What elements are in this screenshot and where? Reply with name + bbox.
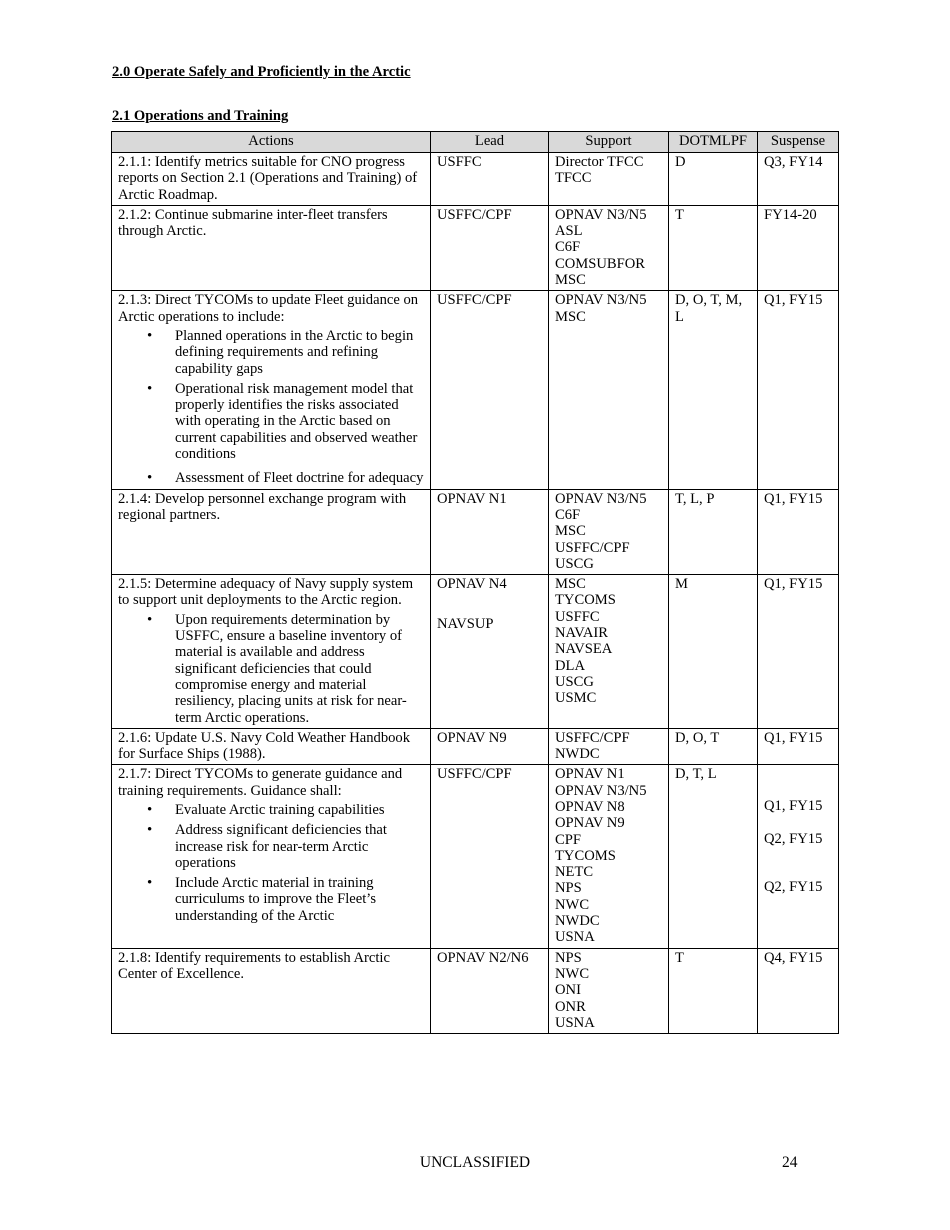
lead-cell [431, 575, 549, 729]
action-bullet: • Assessment of Fleet doctrine for adequacy [175, 470, 424, 486]
lead-cell [431, 728, 549, 765]
action-bullet: • Upon requirements determination by USFFC, ensure a baseline inventory of material is available and address significant deficiencies that could compromise energy and material resiliency, placing units at risk for near-term Arctic operations. [175, 612, 424, 726]
support-org: NWDC [555, 746, 600, 763]
suspense-date: Q1, FY15 [764, 292, 823, 309]
lead-cell [431, 291, 549, 489]
action-cell [112, 575, 431, 729]
suspense-cell [758, 765, 839, 948]
lead-org: NAVSUP [437, 616, 494, 633]
support-org: USFFC/CPF [555, 729, 630, 746]
support-org: ONR [555, 998, 586, 1015]
action-cell [112, 489, 431, 574]
suspense-date: FY14-20 [764, 206, 817, 223]
suspense-date: Q3, FY14 [764, 154, 823, 170]
suspense-cell [758, 948, 839, 1033]
suspense-date: Q1, FY15 [764, 729, 823, 746]
support-org: OPNAV N9 [555, 815, 625, 832]
support-org: OPNAV N3/N5 [555, 490, 647, 507]
header-support: Support [549, 132, 669, 153]
action-bullet: • Address significant deficiencies that increase risk for near-term Arctic operations [175, 822, 424, 871]
lead-cell [431, 205, 549, 290]
support-cell [549, 489, 669, 574]
suspense-date: Q2, FY15 [764, 878, 823, 895]
support-org: USNA [555, 929, 595, 946]
action-text: 2.1.8: Identify requirements to establish Arctic Center of Excellence. [118, 949, 390, 982]
header-lead: Lead [431, 132, 549, 153]
table-row [112, 205, 839, 290]
support-org: MSC [555, 576, 586, 593]
lead-org: OPNAV N2/N6 [437, 949, 529, 966]
suspense-date: Q2, FY15 [764, 830, 823, 847]
support-org: NWDC [555, 913, 600, 930]
support-org: OPNAV N3/N5 [555, 292, 647, 309]
action-text: 2.1.6: Update U.S. Navy Cold Weather Handbook for Surface Ships (1988). [118, 729, 411, 763]
dotmlpf-cell: D [669, 153, 758, 206]
suspense-cell [758, 728, 839, 765]
action-bullet: • Include Arctic material in training curriculums to improve the Fleet’s understanding of the Arctic [175, 875, 424, 924]
action-cell [112, 153, 431, 206]
support-org: OPNAV N3/N5 [555, 206, 647, 223]
suspense-cell [758, 575, 839, 729]
support-org: MSC [555, 523, 586, 540]
support-org: C6F [555, 239, 581, 256]
table-row [112, 575, 839, 729]
support-org: TYCOMS [555, 847, 616, 864]
support-cell [549, 205, 669, 290]
support-org: NPS [555, 880, 582, 897]
lead-org: OPNAV N9 [437, 729, 507, 746]
header-dotmlpf: DOTMLPF [669, 132, 758, 153]
suspense-cell [758, 489, 839, 574]
support-org: CPF [555, 831, 581, 848]
dotmlpf-cell: D, O, T, M, L [669, 291, 758, 489]
lead-org: OPNAV N4 [437, 576, 507, 593]
table-row [112, 489, 839, 574]
support-org: OPNAV N8 [555, 798, 625, 815]
action-bullet-list [118, 612, 424, 726]
lead-cell [431, 489, 549, 574]
support-org: Director TFCC [555, 154, 644, 170]
action-bullet-list [118, 802, 424, 924]
support-org: USNA [555, 1014, 595, 1031]
support-org: TFCC [555, 170, 592, 187]
lead-cell [431, 153, 549, 206]
support-org: USFFC/CPF [555, 539, 630, 556]
dotmlpf-cell: T [669, 205, 758, 290]
action-text: 2.1.3: Direct TYCOMs to update Fleet guidance on Arctic operations to include: [118, 292, 419, 325]
lead-cell [431, 765, 549, 948]
suspense-date: Q1, FY15 [764, 798, 823, 815]
suspense-date: Q4, FY15 [764, 949, 823, 966]
table-row [112, 728, 839, 765]
support-org: NAVAIR [555, 625, 608, 642]
support-org: NWC [555, 965, 590, 982]
support-org: OPNAV N1 [555, 766, 625, 783]
header-suspense: Suspense [758, 132, 839, 153]
support-cell [549, 575, 669, 729]
lead-org: USFFC/CPF [437, 766, 512, 783]
header-actions: Actions [112, 132, 431, 153]
suspense-cell [758, 205, 839, 290]
classification-footer: UNCLASSIFIED [419, 1154, 531, 1171]
support-org: ONI [555, 982, 581, 999]
support-org: MSC [555, 272, 586, 289]
support-org: NETC [555, 864, 594, 881]
support-org: OPNAV N3/N5 [555, 782, 647, 799]
suspense-cell [758, 291, 839, 489]
action-bullet: • Operational risk management model that properly identifies the risks associated with operating in the Arctic based on current capabilities and observed weather conditions [175, 381, 424, 462]
support-org: USMC [555, 690, 597, 707]
support-org: MSC [555, 308, 586, 325]
action-cell [112, 291, 431, 489]
support-org: NAVSEA [555, 641, 613, 658]
lead-cell [431, 948, 549, 1033]
action-cell [112, 948, 431, 1033]
suspense-date: Q1, FY15 [764, 576, 823, 593]
table-row [112, 948, 839, 1033]
support-cell [549, 728, 669, 765]
lead-org: OPNAV N1 [437, 490, 507, 507]
table-row [112, 291, 839, 489]
action-text: 2.1.7: Direct TYCOMs to generate guidance and training requirements. Guidance shall: [118, 766, 403, 799]
support-org: ASL [555, 223, 583, 240]
action-text: 2.1.2: Continue submarine inter-fleet transfers through Arctic. [118, 206, 388, 240]
support-org: C6F [555, 506, 581, 523]
action-cell [112, 765, 431, 948]
page-number: 24 [782, 1154, 798, 1171]
lead-org: USFFC/CPF [437, 206, 512, 223]
action-bullet: • Evaluate Arctic training capabilities [175, 802, 424, 818]
operations-training-table [111, 131, 839, 1034]
action-bullet-list [118, 328, 424, 487]
section-heading: 2.0 Operate Safely and Proficiently in the Arctic [112, 64, 411, 80]
support-org: TYCOMS [555, 592, 616, 609]
dotmlpf-cell: T, L, P [669, 489, 758, 574]
support-org: USCG [555, 673, 594, 690]
action-text: 2.1.1: Identify metrics suitable for CNO progress reports on Section 2.1 (Operations and Training) of Arctic Roadmap. [118, 154, 418, 203]
dotmlpf-cell: D, O, T [669, 728, 758, 765]
support-org: COMSUBFOR [555, 255, 646, 272]
lead-org: USFFC/CPF [437, 292, 512, 309]
table-header-row [112, 132, 839, 153]
support-org: NPS [555, 949, 582, 966]
support-cell [549, 765, 669, 948]
action-text: 2.1.5: Determine adequacy of Navy supply system to support unit deployments to the Arctic region. [118, 576, 414, 609]
support-org: DLA [555, 657, 585, 674]
dotmlpf-cell: D, T, L [669, 765, 758, 948]
action-text: 2.1.4: Develop personnel exchange program with regional partners. [118, 490, 407, 523]
suspense-date: Q1, FY15 [764, 490, 823, 507]
action-bullet: • Planned operations in the Arctic to begin defining requirements and refining capability gaps [175, 328, 424, 377]
subsection-heading: 2.1 Operations and Training [112, 108, 289, 124]
support-cell [549, 153, 669, 206]
dotmlpf-cell: T [669, 948, 758, 1033]
support-cell [549, 291, 669, 489]
support-cell [549, 948, 669, 1033]
support-org: USCG [555, 555, 594, 572]
action-cell [112, 205, 431, 290]
lead-org: USFFC [437, 154, 482, 170]
support-org: USFFC [555, 608, 600, 625]
table-row [112, 765, 839, 948]
table-row [112, 153, 839, 206]
support-org: NWC [555, 896, 590, 913]
dotmlpf-cell: M [669, 575, 758, 729]
action-cell [112, 728, 431, 765]
suspense-cell [758, 153, 839, 206]
